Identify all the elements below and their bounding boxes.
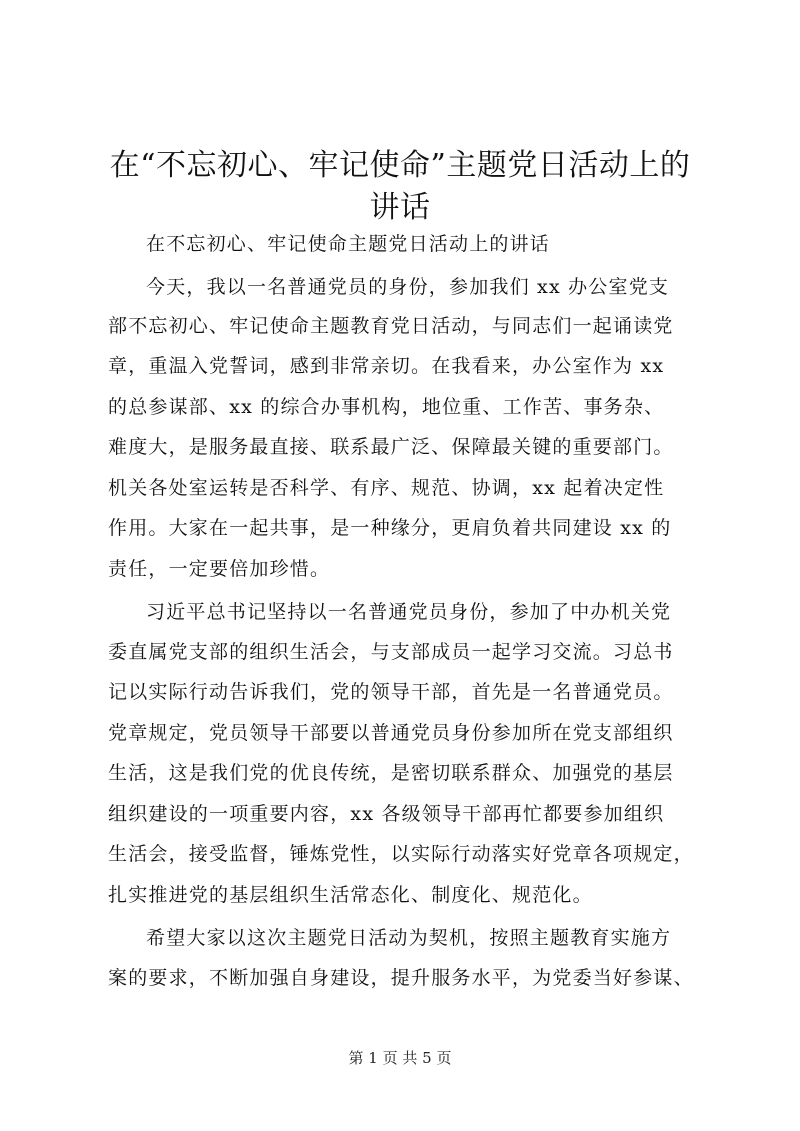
paragraph-line: 生活会，接受监督，锤炼党性，以实际行动落实好党章各项规定， xyxy=(108,843,694,865)
document-title-line-1: 在“不忘初心、牢记使命”主题党日活动上的 xyxy=(109,148,691,183)
subtitle-line: 在不忘初心、牢记使命主题党日活动上的讲话 xyxy=(146,233,551,255)
paragraph-line: 机关各处室运转是否科学、有序、规范、协调，xx 起着决定性 xyxy=(108,477,665,499)
paragraph-line: 委直属党支部的组织生活会，与支部成员一起学习交流。习总书 xyxy=(108,641,674,663)
paragraph-line: 的总参谋部、xx 的综合办事机构，地位重、工作苦、事务杂、 xyxy=(108,396,665,418)
paragraph-line: 章，重温入党誓词，感到非常亲切。在我看来，办公室作为 xx xyxy=(108,355,665,377)
page-footer: 第 1 页 共 5 页 xyxy=(348,1049,452,1067)
paragraph-line: 习近平总书记坚持以一名普通党员身份，参加了中办机关党 xyxy=(146,601,672,623)
paragraph-line: 作用。大家在一起共事，是一种缘分，更肩负着共同建设 xx 的 xyxy=(108,517,672,539)
paragraph-line: 生活，这是我们党的优良传统，是密切联系群众、加强党的基层 xyxy=(108,762,674,784)
paragraph-line: 记以实际行动告诉我们，党的领导干部，首先是一名普通党员。 xyxy=(108,681,674,703)
paragraph-line: 组织建设的一项重要内容，xx 各级领导干部再忙都要参加组织 xyxy=(108,803,665,825)
paragraph-line: 责任，一定要倍加珍惜。 xyxy=(108,558,331,580)
paragraph-line: 扎实推进党的基层组织生活常态化、制度化、规范化。 xyxy=(108,884,593,906)
paragraph-line: 今天，我以一名普通党员的身份，参加我们 xx 办公室党支 xyxy=(146,276,670,298)
paragraph-line: 希望大家以这次主题党日活动为契机，按照主题教育实施方 xyxy=(146,927,672,949)
paragraph-line: 党章规定，党员领导干部要以普通党员身份参加所在党支部组织 xyxy=(108,722,674,744)
paragraph-line: 难度大，是服务最直接、联系最广泛、保障最关键的重要部门。 xyxy=(108,436,674,458)
paragraph-line: 部不忘初心、牢记使命主题教育党日活动，与同志们一起诵读党 xyxy=(108,315,674,337)
paragraph-line: 案的要求，不断加强自身建设，提升服务水平，为党委当好参谋、 xyxy=(108,967,694,989)
document-title-line-2: 讲话 xyxy=(369,190,431,225)
